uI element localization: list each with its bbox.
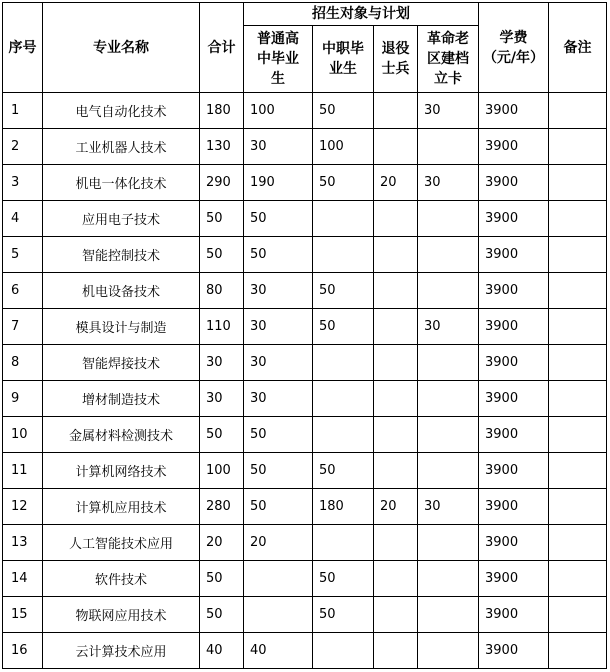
table-row [3,633,607,669]
header-veterans: 退役士兵 [374,26,418,93]
row-total: 100 [200,453,244,489]
row-index: 1 [3,93,43,129]
row-notes [549,633,607,669]
row-notes [549,381,607,417]
row-revolutionary-area [418,129,479,165]
row-index: 10 [3,417,43,453]
row-veterans [374,129,418,165]
row-tuition: 3900 [479,201,549,237]
row-notes [549,129,607,165]
header-notes: 备注 [549,3,607,93]
row-high-school: 30 [244,381,313,417]
header-revolutionary-area-registered: 革命老区建档立卡 [418,26,479,93]
row-notes [549,273,607,309]
row-veterans [374,201,418,237]
row-high-school: 20 [244,525,313,561]
row-vocational [313,381,374,417]
row-revolutionary-area [418,597,479,633]
row-total: 50 [200,237,244,273]
row-major-name: 智能控制技术 [43,237,200,273]
row-veterans [374,93,418,129]
row-major-name: 金属材料检测技术 [43,417,200,453]
row-high-school: 40 [244,633,313,669]
row-high-school: 30 [244,309,313,345]
table-row [3,129,607,165]
row-major-name: 云计算技术应用 [43,633,200,669]
row-total: 180 [200,93,244,129]
row-revolutionary-area [418,417,479,453]
row-notes [549,525,607,561]
row-major-name: 增材制造技术 [43,381,200,417]
row-index: 11 [3,453,43,489]
row-index: 16 [3,633,43,669]
row-high-school: 30 [244,273,313,309]
row-vocational: 180 [313,489,374,525]
row-veterans [374,633,418,669]
row-vocational: 50 [313,561,374,597]
row-total: 30 [200,345,244,381]
table-row [3,93,607,129]
header-total: 合计 [200,3,244,93]
row-high-school: 100 [244,93,313,129]
row-notes [549,201,607,237]
table-body [3,93,607,669]
row-veterans [374,561,418,597]
row-vocational: 100 [313,129,374,165]
header-enrollment-targets: 招生对象与计划 [244,3,479,26]
row-notes [549,489,607,525]
row-revolutionary-area [418,201,479,237]
row-revolutionary-area [418,345,479,381]
table-row [3,273,607,309]
row-total: 50 [200,561,244,597]
row-high-school [244,561,313,597]
row-major-name: 人工智能技术应用 [43,525,200,561]
row-major-name: 智能焊接技术 [43,345,200,381]
row-tuition: 3900 [479,273,549,309]
row-veterans [374,381,418,417]
row-veterans: 20 [374,165,418,201]
row-veterans [374,273,418,309]
row-tuition: 3900 [479,525,549,561]
row-major-name: 计算机网络技术 [43,453,200,489]
row-high-school: 50 [244,489,313,525]
row-high-school: 50 [244,237,313,273]
row-vocational: 50 [313,309,374,345]
row-notes [549,93,607,129]
row-veterans [374,237,418,273]
row-vocational [313,237,374,273]
row-index: 12 [3,489,43,525]
row-tuition: 3900 [479,165,549,201]
row-high-school: 50 [244,417,313,453]
row-total: 50 [200,417,244,453]
header-tuition: 学费 （元/年） [479,3,549,93]
header-index: 序号 [3,3,43,93]
row-vocational: 50 [313,165,374,201]
row-total: 280 [200,489,244,525]
row-total: 40 [200,633,244,669]
row-major-name: 电气自动化技术 [43,93,200,129]
header-major-name: 专业名称 [43,3,200,93]
row-tuition: 3900 [479,417,549,453]
row-tuition: 3900 [479,93,549,129]
row-notes [549,309,607,345]
table-row [3,417,607,453]
row-tuition: 3900 [479,129,549,165]
table-row [3,345,607,381]
row-high-school: 50 [244,453,313,489]
row-notes [549,561,607,597]
row-veterans [374,525,418,561]
row-veterans [374,417,418,453]
row-notes [549,417,607,453]
row-revolutionary-area [418,381,479,417]
row-major-name: 应用电子技术 [43,201,200,237]
enrollment-plan-table [2,2,607,669]
row-tuition: 3900 [479,453,549,489]
row-tuition: 3900 [479,381,549,417]
row-vocational [313,525,374,561]
row-revolutionary-area [418,633,479,669]
table-row [3,597,607,633]
row-total: 110 [200,309,244,345]
row-total: 30 [200,381,244,417]
row-high-school: 50 [244,201,313,237]
row-total: 130 [200,129,244,165]
row-notes [549,453,607,489]
header-vocational-graduates: 中职毕业生 [313,26,374,93]
row-major-name: 机电设备技术 [43,273,200,309]
row-vocational: 50 [313,597,374,633]
row-index: 14 [3,561,43,597]
row-vocational: 50 [313,93,374,129]
row-total: 80 [200,273,244,309]
row-index: 13 [3,525,43,561]
row-vocational: 50 [313,273,374,309]
row-high-school: 30 [244,345,313,381]
row-major-name: 软件技术 [43,561,200,597]
table-row [3,561,607,597]
table-row [3,525,607,561]
table-row [3,201,607,237]
row-revolutionary-area: 30 [418,309,479,345]
row-index: 6 [3,273,43,309]
row-total: 20 [200,525,244,561]
row-index: 15 [3,597,43,633]
row-index: 7 [3,309,43,345]
row-revolutionary-area: 30 [418,489,479,525]
row-revolutionary-area [418,237,479,273]
row-tuition: 3900 [479,489,549,525]
row-tuition: 3900 [479,633,549,669]
row-veterans [374,309,418,345]
table-row [3,237,607,273]
row-notes [549,237,607,273]
row-high-school: 190 [244,165,313,201]
row-index: 4 [3,201,43,237]
row-major-name: 物联网应用技术 [43,597,200,633]
row-notes [549,597,607,633]
row-index: 5 [3,237,43,273]
row-revolutionary-area [418,525,479,561]
row-major-name: 工业机器人技术 [43,129,200,165]
row-vocational [313,417,374,453]
table-row [3,489,607,525]
row-tuition: 3900 [479,345,549,381]
row-veterans [374,345,418,381]
row-total: 50 [200,597,244,633]
row-revolutionary-area [418,273,479,309]
row-tuition: 3900 [479,561,549,597]
row-index: 2 [3,129,43,165]
row-revolutionary-area: 30 [418,165,479,201]
row-veterans [374,453,418,489]
row-veterans: 20 [374,489,418,525]
row-index: 9 [3,381,43,417]
row-revolutionary-area: 30 [418,93,479,129]
row-vocational: 50 [313,453,374,489]
row-major-name: 机电一体化技术 [43,165,200,201]
row-major-name: 模具设计与制造 [43,309,200,345]
row-high-school [244,597,313,633]
row-veterans [374,597,418,633]
row-notes [549,165,607,201]
row-notes [549,345,607,381]
row-vocational [313,633,374,669]
table-row [3,165,607,201]
row-tuition: 3900 [479,237,549,273]
table-row [3,453,607,489]
row-index: 8 [3,345,43,381]
row-tuition: 3900 [479,597,549,633]
row-vocational [313,345,374,381]
row-total: 290 [200,165,244,201]
row-vocational [313,201,374,237]
row-revolutionary-area [418,453,479,489]
table-row [3,381,607,417]
row-high-school: 30 [244,129,313,165]
row-total: 50 [200,201,244,237]
table-row [3,309,607,345]
row-major-name: 计算机应用技术 [43,489,200,525]
row-revolutionary-area [418,561,479,597]
header-high-school-graduates: 普通高中毕业生 [244,26,313,93]
row-index: 3 [3,165,43,201]
row-tuition: 3900 [479,309,549,345]
